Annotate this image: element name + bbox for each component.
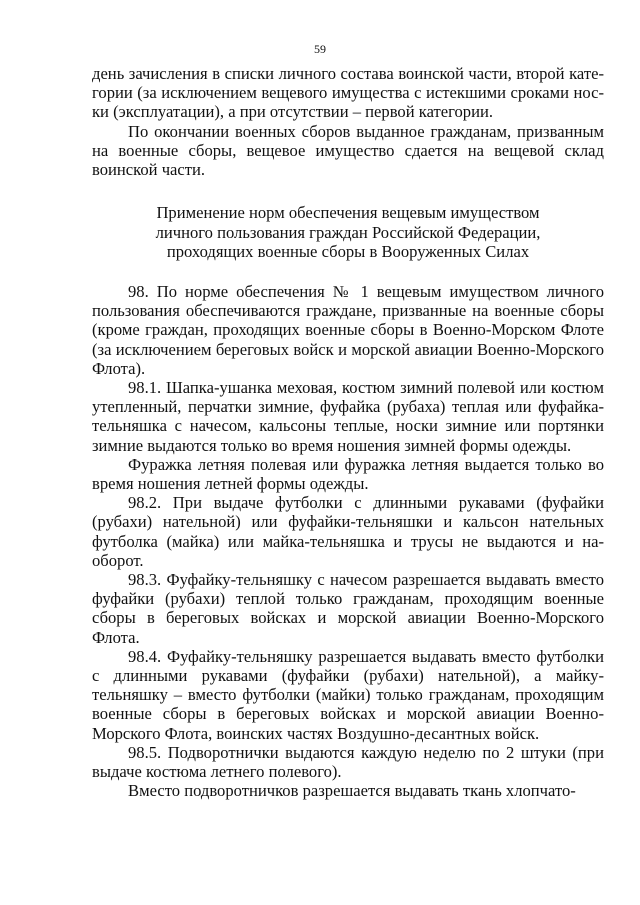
paragraph-98-1: 98.1. Шапка-ушанка меховая, костюм зимний полевой или костюм утепленный, перчатки зимние, фуфайка (рубаха) теплая или фуфайка-тельняшка с начесом, кальсоны теплые, носки зимние или портянки зимние выдаются только во время ношения зимней формы одежды. xyxy=(92,378,604,455)
section-heading-line-1: Применение норм обеспечения вещевым имуществом xyxy=(156,203,540,223)
paragraph-98-5: 98.5. Подворотнички выдаются каждую неделю по 2 штуки (при выдаче костюма летнего полевого). xyxy=(92,742,604,782)
paragraph-98: 98. По норме обеспечения № 1 вещевым имуществом личного пользования обеспечиваются граждане, призванные на военные сборы (кроме граждан, проходящих военные сборы в Военно-Морском Флоте (за исключением береговых войск и морской авиации Военно-Морского Флота). xyxy=(92,282,604,378)
page-number: 59 xyxy=(314,42,326,56)
section-heading xyxy=(92,203,604,262)
section-heading-line-3: проходящих военные сборы в Вооруженных Силах xyxy=(166,242,530,262)
document-body xyxy=(92,64,604,800)
paragraph-summer-cap: Фуражка летняя полевая или фуражка летняя выдается только во время ношения летней формы одежды. xyxy=(92,454,604,494)
paragraph-98-2: 98.2. При выдаче футболки с длинными рукавами (фуфайки (рубахи) нательной) или фуфайки-тельняшки и кальсон нательных футболка (майка) или майка-тельняшка и трусы не выдаются и наоборот. xyxy=(92,493,604,570)
paragraph-98-4: 98.4. Фуфайку-тельняшку разрешается выдавать вместо футболки с длинными рукавами (фуфайки (рубахи) нательной), а майку-тельняшку – вместо футболки (майки) только гражданам, проходящим военные сборы в береговых войсках и морской авиации Военно-Морского Флота, воинских частях Воздушно-десантных войск. xyxy=(92,646,604,743)
section-heading-line-2: личного пользования граждан Российской Федерации, xyxy=(155,222,541,242)
paragraph-98-3: 98.3. Фуфайку-тельняшку с начесом разрешается выдавать вместо фуфайки (рубахи) теплой только гражданам, проходящим военные сборы в береговых войсках и морской авиации Военно-Морского Флота. xyxy=(92,570,604,647)
paragraph-collars-replacement: Вместо подворотничков разрешается выдавать ткань хлопчато- xyxy=(128,781,576,801)
paragraph-return-of-property: По окончании военных сборов выданное гражданам, призванным на военные сборы, вещевое имущество сдается на вещевой склад воинской части. xyxy=(92,121,604,180)
paragraph-continuation: день зачисления в списки личного состава воинской части, второй категории (за исключением вещевого имущества с истекшими сроками носки (эксплуатации), а при отсутствии – первой категории. xyxy=(92,64,604,122)
